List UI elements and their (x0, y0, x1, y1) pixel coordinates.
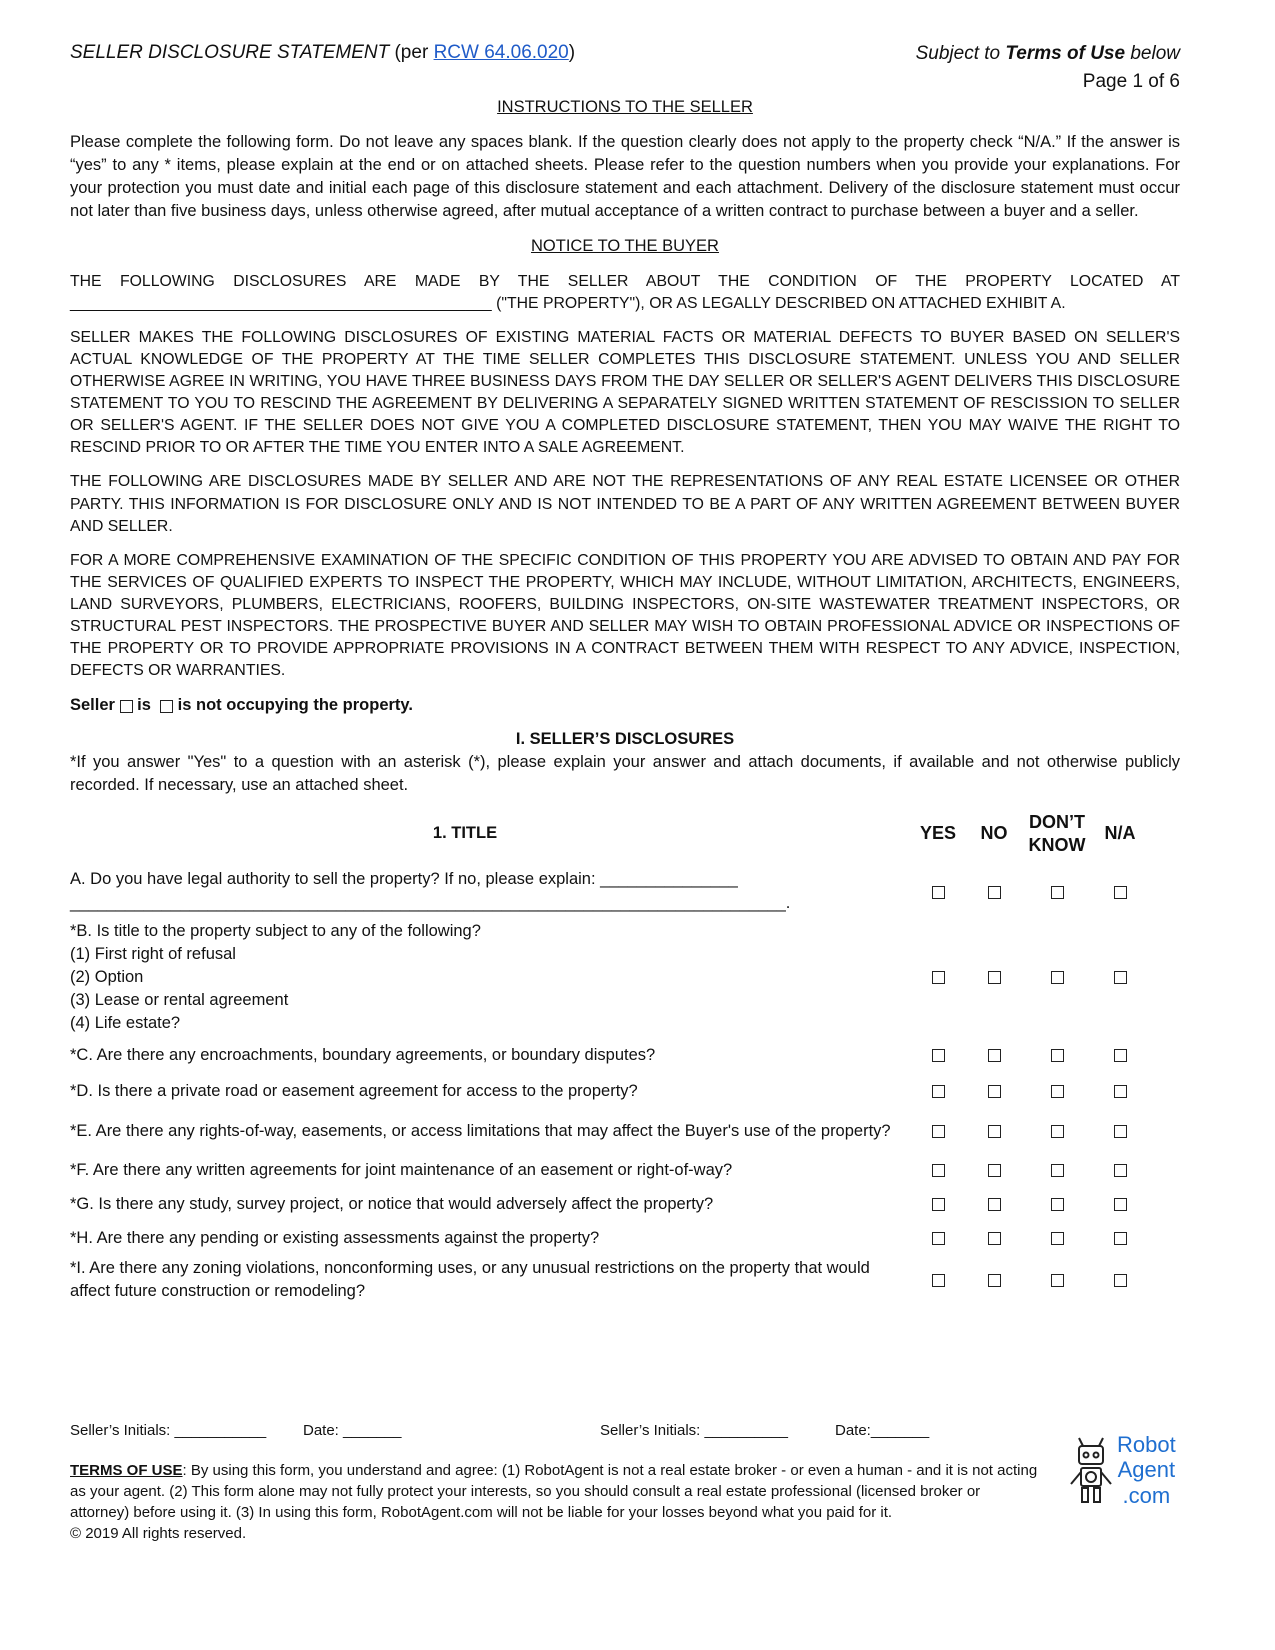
row-spacer (1148, 1255, 1180, 1305)
checkbox-na[interactable] (1114, 886, 1127, 899)
checkbox-dont-know[interactable] (1051, 1085, 1064, 1098)
table-row (70, 1073, 1180, 1109)
logo-line-1: Robot (1117, 1432, 1176, 1457)
occupancy-seller-label: Seller (70, 696, 115, 715)
cell-yes (910, 1255, 966, 1305)
col-no: NO (980, 823, 1008, 844)
cell-yes (910, 866, 966, 918)
question-line: *B. Is title to the property subject to any of the following? (70, 921, 481, 940)
table-header-row (70, 811, 1180, 866)
checkbox-yes[interactable] (932, 1085, 945, 1098)
table-row (70, 1109, 1180, 1153)
col-dont-know-line2: KNOW (1028, 835, 1086, 856)
instructions-heading: INSTRUCTIONS TO THE SELLER (497, 98, 753, 116)
cell-na (1092, 1073, 1148, 1109)
instructions-body: Please complete the following form. Do not leave any spaces blank. If the question clearly does not apply to the property check “N/A.” If the answer is “yes” to any * items, please explain at the end or on attached sheets. Please refer to the question numbers when you provide your explanations. For your protection you must date and initial each page of this disclosure statement and each attachment. Delivery of the disclosure statement must occur not later than five business days, unless otherwise agreed, after mutual acceptance of a written contract to purchase between a buyer and a seller. (70, 133, 1180, 221)
question-text (70, 1255, 910, 1305)
cell-no (966, 1255, 1022, 1305)
row-spacer (1148, 1073, 1180, 1109)
cell-dont-know (1022, 866, 1092, 918)
occupancy-is-label: is (137, 696, 151, 715)
checkbox-yes[interactable] (932, 1125, 945, 1138)
occupancy-is-not-label: is not occupying the property. (177, 696, 413, 715)
question-line: *C. Are there any encroachments, boundary agreements, or boundary disputes? (70, 1045, 656, 1064)
robot-icon (1067, 1436, 1115, 1508)
checkbox-no[interactable] (988, 1125, 1001, 1138)
col-dont-know-line1: DON’T (1029, 811, 1085, 832)
cell-na (1092, 1037, 1148, 1073)
cell-no (966, 1153, 1022, 1187)
question-text (70, 1221, 910, 1255)
question-line: *F. Are there any written agreements for joint maintenance of an easement or right-of-way? (70, 1160, 733, 1179)
per-suffix: ) (568, 42, 576, 63)
question-line: (3) Lease or rental agreement (70, 990, 289, 1009)
checkbox-dont-know[interactable] (1051, 971, 1064, 984)
cell-na (1092, 1221, 1148, 1255)
question-text (70, 1037, 910, 1073)
checkbox-dont-know[interactable] (1051, 1125, 1064, 1138)
checkbox-yes[interactable] (932, 1049, 945, 1062)
col-dont-know (1022, 811, 1092, 866)
cell-yes (910, 1221, 966, 1255)
title-text: SELLER DISCLOSURE STATEMENT (70, 42, 390, 63)
date-1[interactable]: Date: _______ (303, 1422, 402, 1439)
col-na: N/A (1104, 823, 1136, 844)
table-heading: 1. TITLE (432, 824, 498, 843)
notice-paragraph-1: THE FOLLOWING DISCLOSURES ARE MADE BY THE SELLER ABOUT THE CONDITION OF THE PROPERTY LOCATED AT ________________________________________________ ("THE PROPERTY"), OR AS LEGALLY DESCRIBED ON ATTACHED EXHIBIT A. (70, 272, 1180, 312)
checkbox-dont-know[interactable] (1051, 1164, 1064, 1177)
checkbox-na[interactable] (1114, 1198, 1127, 1211)
checkbox-na[interactable] (1114, 1274, 1127, 1287)
cell-no (966, 1109, 1022, 1153)
cell-no (966, 1073, 1022, 1109)
checkbox-yes[interactable] (932, 971, 945, 984)
question-text (70, 1187, 910, 1221)
section-note: *If you answer "Yes" to a question with an asterisk (*), please explain your answer and attach documents, if available and not otherwise publicly recorded. If necessary, use an attached sheet. (70, 752, 1180, 794)
cell-no (966, 918, 1022, 1037)
question-text (70, 866, 910, 918)
terms-of-use (70, 1460, 1040, 1544)
table-row (70, 1221, 1180, 1255)
table-row (70, 1255, 1180, 1305)
row-spacer (1148, 918, 1180, 1037)
cell-na (1092, 1153, 1148, 1187)
col-spacer (1148, 811, 1180, 866)
title-questions-table (70, 811, 1180, 1305)
question-line: *I. Are there any zoning violations, nonconforming uses, or any unusual restrictions on the property that would affect future construction or remodeling? (70, 1259, 870, 1301)
cell-no (966, 1221, 1022, 1255)
checkbox-yes[interactable] (932, 1198, 945, 1211)
logo-line-2: Agent (1117, 1457, 1176, 1483)
row-spacer (1148, 1153, 1180, 1187)
question-line: (1) First right of refusal (70, 944, 236, 963)
question-line: (2) Option (70, 967, 144, 986)
checkbox-na[interactable] (1114, 1125, 1127, 1138)
section-title: I. SELLER’S DISCLOSURES (515, 729, 735, 748)
rcw-link[interactable]: RCW 64.06.020 (433, 42, 569, 63)
cell-no (966, 1187, 1022, 1221)
checkbox-no[interactable] (988, 1198, 1001, 1211)
checkbox-no[interactable] (988, 1085, 1001, 1098)
checkbox-no[interactable] (988, 1164, 1001, 1177)
checkbox-dont-know[interactable] (1051, 1198, 1064, 1211)
checkbox-na[interactable] (1114, 971, 1127, 984)
table-row (70, 1153, 1180, 1187)
cell-dont-know (1022, 1073, 1092, 1109)
below-text: below (1130, 43, 1180, 64)
checkbox-no[interactable] (988, 1049, 1001, 1062)
question-line: *G. Is there any study, survey project, or notice that would adversely affect the property? (70, 1194, 714, 1213)
cell-dont-know (1022, 1153, 1092, 1187)
checkbox-no[interactable] (988, 1274, 1001, 1287)
date-2[interactable]: Date:_______ (835, 1422, 930, 1439)
checkbox-dont-know[interactable] (1051, 1049, 1064, 1062)
cell-dont-know (1022, 1221, 1092, 1255)
cell-no (966, 866, 1022, 918)
cell-dont-know (1022, 1187, 1092, 1221)
question-line: ______________________________________________________________________________. (70, 893, 791, 912)
subject-to-text: Subject to (915, 43, 1001, 64)
question-line: *D. Is there a private road or easement agreement for access to the property? (70, 1081, 638, 1100)
question-line: *E. Are there any rights-of-way, easements, or access limitations that may affect the Buyer's use of the property? (70, 1121, 891, 1140)
cell-na (1092, 918, 1148, 1037)
checkbox-na[interactable] (1114, 1085, 1127, 1098)
checkbox-yes[interactable] (932, 1164, 945, 1177)
cell-dont-know (1022, 1037, 1092, 1073)
subject-to-line (916, 40, 1180, 68)
terms-of-use-ref: Terms of Use (1005, 43, 1126, 64)
checkbox-dont-know[interactable] (1051, 1274, 1064, 1287)
checkbox-na[interactable] (1114, 1232, 1127, 1245)
row-spacer (1148, 1109, 1180, 1153)
per-prefix: (per (394, 42, 434, 63)
document-title (70, 40, 575, 67)
terms-label: TERMS OF USE (70, 1462, 183, 1479)
question-text (70, 1073, 910, 1109)
col-yes: YES (919, 823, 957, 844)
header-right (916, 40, 1180, 95)
row-spacer (1148, 1187, 1180, 1221)
occupancy-is-not-checkbox[interactable] (160, 700, 173, 713)
seller-initials-2[interactable]: Seller’s Initials: __________ (600, 1422, 788, 1439)
checkbox-dont-know[interactable] (1051, 1232, 1064, 1245)
document-page (70, 36, 1180, 1305)
seller-initials-1[interactable]: Seller’s Initials: ___________ (70, 1422, 267, 1439)
table-row (70, 918, 1180, 1037)
cell-yes (910, 1153, 966, 1187)
occupancy-line (70, 694, 1180, 717)
robotagent-logo (1067, 1432, 1197, 1512)
cell-yes (910, 1187, 966, 1221)
checkbox-na[interactable] (1114, 1164, 1127, 1177)
cell-dont-know (1022, 1255, 1092, 1305)
checkbox-no[interactable] (988, 1232, 1001, 1245)
checkbox-no[interactable] (988, 886, 1001, 899)
question-rows (70, 866, 1180, 1306)
row-spacer (1148, 1221, 1180, 1255)
question-text (70, 1109, 910, 1153)
question-text (70, 918, 910, 1037)
checkbox-yes[interactable] (932, 1274, 945, 1287)
cell-na (1092, 1255, 1148, 1305)
cell-dont-know (1022, 1109, 1092, 1153)
cell-na (1092, 1109, 1148, 1153)
cell-yes (910, 918, 966, 1037)
checkbox-dont-know[interactable] (1051, 886, 1064, 899)
notice-paragraph-2: SELLER MAKES THE FOLLOWING DISCLOSURES OF EXISTING MATERIAL FACTS OR MATERIAL DEFECTS TO BUYER BASED ON SELLER'S ACTUAL KNOWLEDGE OF THE PROPERTY AT THE TIME SELLER COMPLETES THIS DISCLOSURE STATEMENT. UNLESS YOU AND SELLER OTHERWISE AGREE IN WRITING, YOU HAVE THREE BUSINESS DAYS FROM THE DAY SELLER OR SELLER'S AGENT DELIVERS THIS DISCLOSURE STATEMENT TO YOU TO RESCIND THE AGREEMENT BY DELIVERING A SEPARATELY SIGNED WRITTEN STATEMENT OF RESCISSION TO SELLER OR SELLER'S AGENT. IF THE SELLER DOES NOT GIVE YOU A COMPLETED DISCLOSURE STATEMENT, THEN YOU MAY WAIVE THE RIGHT TO RESCIND PRIOR TO OR AFTER THE TIME YOU ENTER INTO A SALE AGREEMENT. (70, 328, 1180, 457)
row-spacer (1148, 1037, 1180, 1073)
logo-line-3: .com (1122, 1482, 1171, 1508)
copyright: © 2019 All rights reserved. (70, 1525, 247, 1542)
page-number: Page 1 of 6 (1082, 70, 1180, 92)
checkbox-na[interactable] (1114, 1049, 1127, 1062)
row-spacer (1148, 866, 1180, 918)
cell-na (1092, 866, 1148, 918)
question-line: (4) Life estate? (70, 1013, 181, 1032)
occupancy-is-checkbox[interactable] (120, 700, 133, 713)
checkbox-yes[interactable] (932, 886, 945, 899)
logo-text (1117, 1432, 1176, 1508)
cell-no (966, 1037, 1022, 1073)
table-row (70, 1187, 1180, 1221)
question-text (70, 1153, 910, 1187)
cell-na (1092, 1187, 1148, 1221)
terms-body: : By using this form, you understand and agree: (1) RobotAgent is not a real estate broker - or even a human - and it is not acting as your agent. (2) This form alone may not fully protect your interests, so you should consult a real estate professional (licensed broker or attorney) before using it. (3) In using this form, RobotAgent.com will not be liable for your losses beyond what you paid for it. (70, 1462, 1038, 1521)
notice-paragraph-3: THE FOLLOWING ARE DISCLOSURES MADE BY SELLER AND ARE NOT THE REPRESENTATIONS OF ANY REAL ESTATE LICENSEE OR OTHER PARTY. THIS INFORMATION IS FOR DISCLOSURE ONLY AND IS NOT INTENDED TO BE A PART OF ANY WRITTEN AGREEMENT BETWEEN BUYER AND SELLER. (70, 473, 1180, 535)
cell-yes (910, 1109, 966, 1153)
notice-heading: NOTICE TO THE BUYER (531, 237, 719, 256)
question-line: A. Do you have legal authority to sell the property? If no, please explain: _______________ (70, 870, 738, 889)
cell-yes (910, 1073, 966, 1109)
checkbox-yes[interactable] (932, 1232, 945, 1245)
cell-yes (910, 1037, 966, 1073)
table-row (70, 1037, 1180, 1073)
table-row (70, 866, 1180, 918)
page-header (70, 36, 1180, 96)
notice-paragraph-4: FOR A MORE COMPREHENSIVE EXAMINATION OF THE SPECIFIC CONDITION OF THIS PROPERTY YOU ARE ADVISED TO OBTAIN AND PAY FOR THE SERVICES OF QUALIFIED EXPERTS TO INSPECT THE PROPERTY, WHICH MAY INCLUDE, WITHOUT LIMITATION, ARCHITECTS, ENGINEERS, LAND SURVEYORS, PLUMBERS, ELECTRICIANS, ROOFERS, BUILDING INSPECTORS, ON-SITE WASTEWATER TREATMENT INSPECTORS, OR STRUCTURAL PEST INSPECTORS. THE PROSPECTIVE BUYER AND SELLER MAY WISH TO OBTAIN PROFESSIONAL ADVICE OR INSPECTIONS OF THE PROPERTY OR TO PROVIDE APPROPRIATE PROVISIONS IN A CONTRACT BETWEEN THEM WITH RESPECT TO ANY ADVICE, INSPECTION, DEFECTS OR WARRANTIES. (70, 551, 1180, 680)
checkbox-no[interactable] (988, 971, 1001, 984)
question-line: *H. Are there any pending or existing assessments against the property? (70, 1228, 600, 1247)
cell-dont-know (1022, 918, 1092, 1037)
